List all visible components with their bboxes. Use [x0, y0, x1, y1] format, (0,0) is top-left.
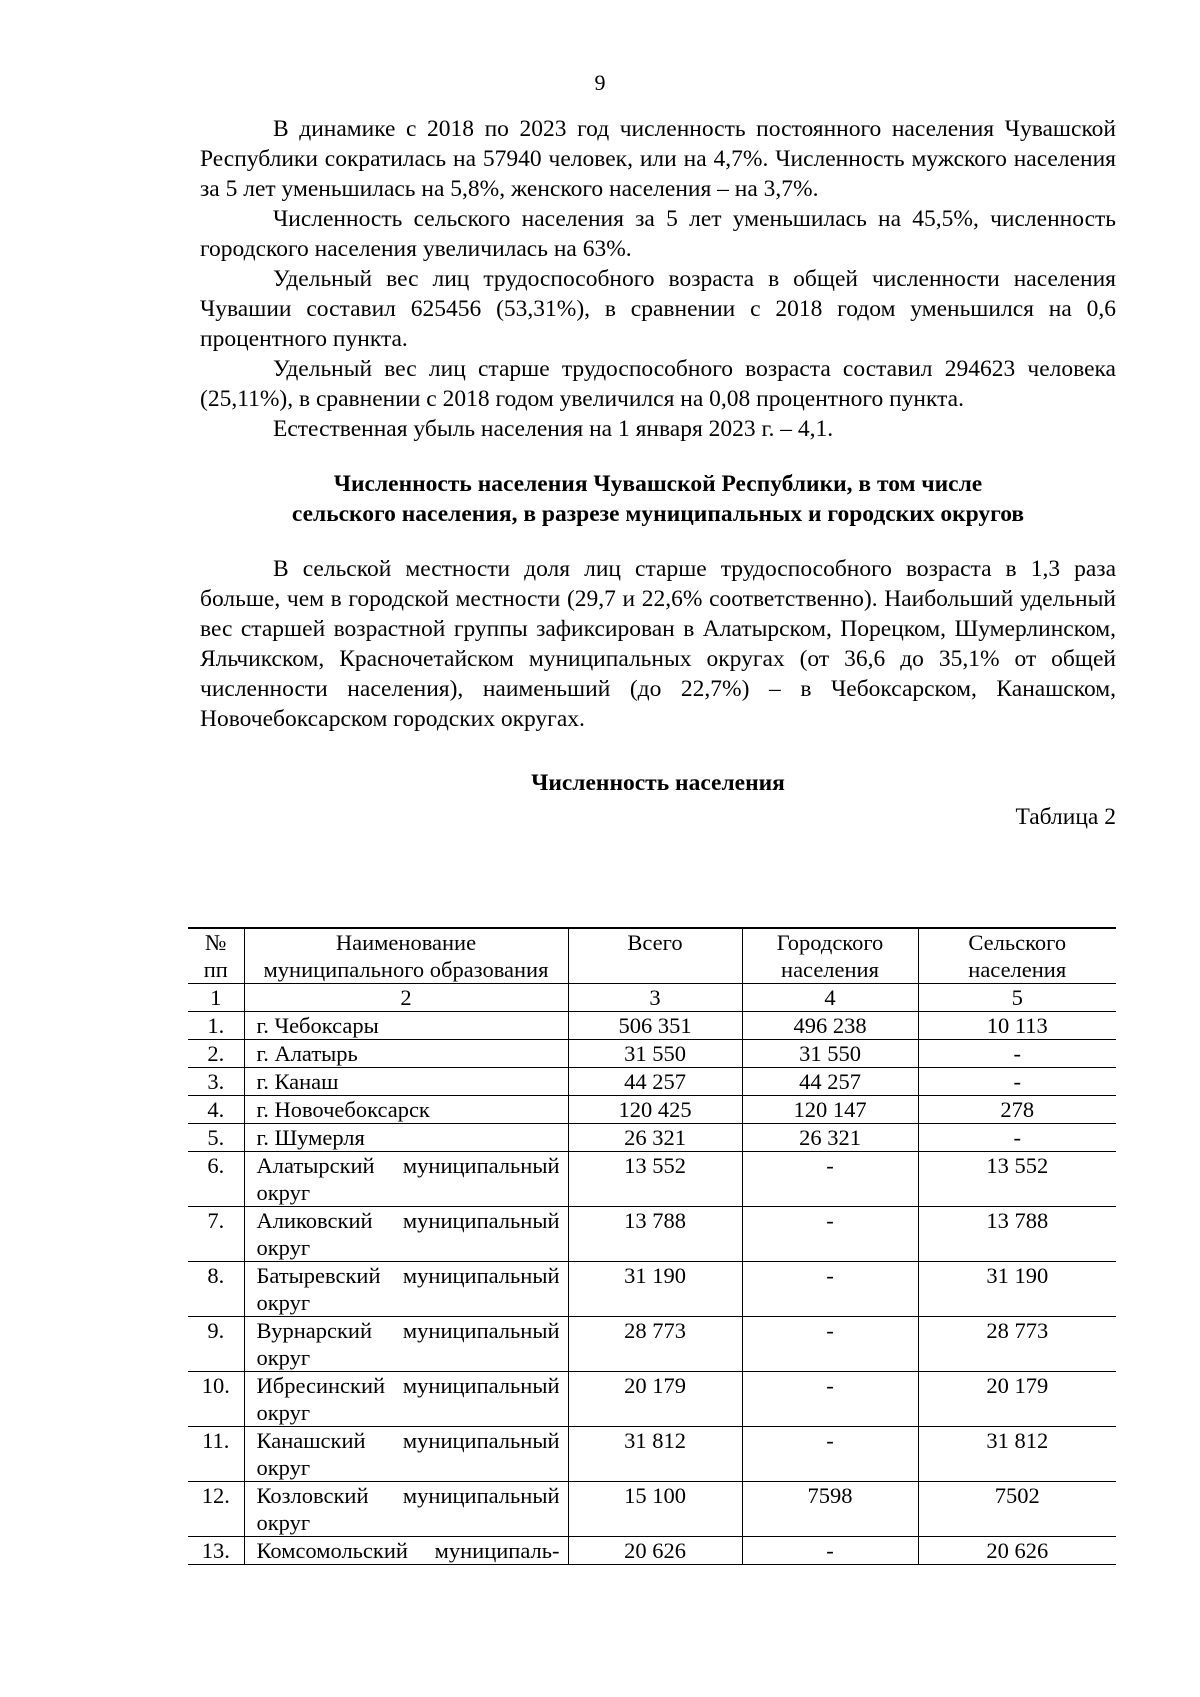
total-value: 20 626 [568, 1537, 742, 1565]
table-label: Таблица 2 [1015, 804, 1116, 830]
municipality-name: Алатырский муниципальный округ [244, 1152, 568, 1207]
urban-value: 496 238 [742, 1012, 918, 1040]
paragraph: В динамике с 2018 по 2023 год численность постоянного населения Чувашской Республики сократилась на 57940 человек, или на 4,7%. Численность мужского населения за 5 лет уменьшилась на 5,8%, женского населения – на 3,7%. [200, 116, 1116, 202]
municipality-name: г. Алатырь [244, 1040, 568, 1068]
table-row [188, 1096, 1116, 1124]
municipality-name: Вурнарский муниципальный округ [244, 1317, 568, 1372]
total-value: 31 190 [568, 1262, 742, 1317]
row-number: 6. [188, 1152, 244, 1207]
paragraph: Удельный вес лиц трудоспособного возраста в общей численности населения Чувашии составил 625456 (53,31%), в сравнении с 2018 годом уменьшился на 0,6 процентного пункта. [200, 266, 1116, 352]
table-row [188, 1124, 1116, 1152]
column-number: 1 [188, 984, 244, 1012]
municipality-name: г. Новочебоксарск [244, 1096, 568, 1124]
urban-value: - [742, 1207, 918, 1262]
paragraph: Удельный вес лиц старше трудоспособного возраста составил 294623 человека (25,11%), в сравнении с 2018 годом увеличился на 0,08 процентного пункта. [200, 356, 1116, 412]
row-number: 1. [188, 1012, 244, 1040]
row-number: 12. [188, 1482, 244, 1537]
urban-value: 26 321 [742, 1124, 918, 1152]
row-number: 13. [188, 1537, 244, 1565]
urban-value: - [742, 1152, 918, 1207]
header-total: Всего [568, 928, 742, 984]
table-row [188, 1537, 1116, 1565]
total-value: 44 257 [568, 1068, 742, 1096]
row-number: 10. [188, 1372, 244, 1427]
table-row [188, 1372, 1116, 1427]
municipality-name: Козловский муниципальный округ [244, 1482, 568, 1537]
urban-value: 120 147 [742, 1096, 918, 1124]
rural-value: - [918, 1068, 1116, 1096]
header-urban: Городского населения [742, 928, 918, 984]
table-row [188, 1317, 1116, 1372]
paragraph: В сельской местности доля лиц старше трудоспособного возраста в 1,3 раза больше, чем в городской местности (29,7 и 22,6% соответственно). Наибольший удельный вес старшей возрастной группы зафиксирован в Алатырском, Порецком, Шумерлинском, Яльчикском, Красночетайском муниципальных округах (от 36,6 до 35,1% от общей численности населения), наименьший (до 22,7%) – в Чебоксарском, Канашском, Новочебоксарском городских округах. [200, 556, 1116, 732]
total-value: 28 773 [568, 1317, 742, 1372]
document-body [200, 114, 1116, 832]
row-number: 3. [188, 1068, 244, 1096]
row-number: 5. [188, 1124, 244, 1152]
urban-value: - [742, 1317, 918, 1372]
table-row [188, 1207, 1116, 1262]
section-heading-line: сельского населения, в разрезе муниципальных и городских округов [291, 501, 1025, 527]
rural-value: 20 179 [918, 1372, 1116, 1427]
urban-value: - [742, 1427, 918, 1482]
table-row [188, 1482, 1116, 1537]
rural-value: 13 788 [918, 1207, 1116, 1262]
table-row [188, 1152, 1116, 1207]
row-number: 9. [188, 1317, 244, 1372]
total-value: 13 552 [568, 1152, 742, 1207]
municipality-name: Ибресинский муниципальный округ [244, 1372, 568, 1427]
municipality-name: г. Канаш [244, 1068, 568, 1096]
municipality-name: Аликовский муниципальный округ [244, 1207, 568, 1262]
urban-value: 31 550 [742, 1040, 918, 1068]
table-row [188, 1427, 1116, 1482]
row-number: 11. [188, 1427, 244, 1482]
section-heading [200, 469, 1116, 529]
section-heading-line: Численность населения Чувашской Республики, в том числе [333, 471, 983, 497]
municipality-name: г. Шумерля [244, 1124, 568, 1152]
column-number: 2 [244, 984, 568, 1012]
urban-value: - [742, 1537, 918, 1565]
rural-value: 278 [918, 1096, 1116, 1124]
total-value: 31 550 [568, 1040, 742, 1068]
header-rural: Сельского населения [918, 928, 1116, 984]
total-value: 506 351 [568, 1012, 742, 1040]
header-num: № пп [188, 928, 244, 984]
urban-value: - [742, 1262, 918, 1317]
paragraph: Естественная убыль населения на 1 января 2023 г. – 4,1. [273, 416, 834, 442]
total-value: 31 812 [568, 1427, 742, 1482]
rural-value: 7502 [918, 1482, 1116, 1537]
municipality-name: Комсомольский муниципаль- [244, 1537, 568, 1565]
column-number-row [188, 984, 1116, 1012]
total-value: 26 321 [568, 1124, 742, 1152]
rural-value: 20 626 [918, 1537, 1116, 1565]
municipality-name: г. Чебоксары [244, 1012, 568, 1040]
table-row [188, 1068, 1116, 1096]
page-number: 9 [594, 70, 606, 95]
rural-value: 10 113 [918, 1012, 1116, 1040]
rural-value: - [918, 1124, 1116, 1152]
header-name: Наименование муниципального образования [244, 928, 568, 984]
table-heading: Численность населения [531, 770, 785, 796]
municipality-name: Батыревский муниципальный округ [244, 1262, 568, 1317]
total-value: 13 788 [568, 1207, 742, 1262]
rural-value: 13 552 [918, 1152, 1116, 1207]
urban-value: - [742, 1372, 918, 1427]
municipality-name: Канашский муниципальный округ [244, 1427, 568, 1482]
total-value: 20 179 [568, 1372, 742, 1427]
table-row [188, 1262, 1116, 1317]
rural-value: 31 190 [918, 1262, 1116, 1317]
row-number: 4. [188, 1096, 244, 1124]
row-number: 8. [188, 1262, 244, 1317]
table-row [188, 1040, 1116, 1068]
column-number: 5 [918, 984, 1116, 1012]
urban-value: 7598 [742, 1482, 918, 1537]
urban-value: 44 257 [742, 1068, 918, 1096]
table-row [188, 1012, 1116, 1040]
rural-value: - [918, 1040, 1116, 1068]
population-table [188, 927, 1116, 1565]
column-number: 3 [568, 984, 742, 1012]
total-value: 15 100 [568, 1482, 742, 1537]
row-number: 2. [188, 1040, 244, 1068]
rural-value: 31 812 [918, 1427, 1116, 1482]
paragraph: Численность сельского населения за 5 лет уменьшилась на 45,5%, численность городского населения увеличилась на 63%. [200, 206, 1116, 262]
column-number: 4 [742, 984, 918, 1012]
total-value: 120 425 [568, 1096, 742, 1124]
row-number: 7. [188, 1207, 244, 1262]
table-header-row [188, 928, 1116, 984]
rural-value: 28 773 [918, 1317, 1116, 1372]
